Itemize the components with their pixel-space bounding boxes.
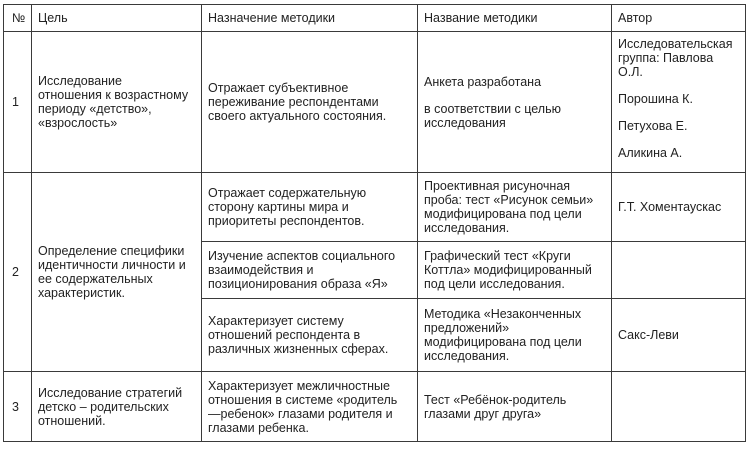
author-petukhova: Петухова Е.: [618, 119, 688, 133]
header-row: [4, 5, 746, 32]
row-2b-author: [612, 242, 746, 299]
row-2-num: 2: [4, 173, 32, 372]
row-2c-author: Сакс-Леви: [612, 299, 746, 372]
row-2-goal: Определение специфики идентичности личности и ее содержательных характеристик.: [32, 173, 202, 372]
row-3-author: [612, 372, 746, 442]
row-1-num: 1: [4, 32, 32, 173]
row-2c-method: Методика «Незаконченных предложений» модифицирована под цели исследования.: [418, 299, 612, 372]
methods-table: [3, 4, 746, 442]
row-2a-method: Проективная рисуночная проба: тест «Рисунок семьи» модифицирована под цели исследования.: [418, 173, 612, 242]
table-row-1: [4, 32, 746, 173]
row-3-purpose: Характеризует межличностные отношения в системе «родитель —ребенок» глазами родителя и глазами ребенка.: [202, 372, 418, 442]
header-num: №: [4, 5, 32, 32]
row-1-method: [418, 32, 612, 173]
table-row-3: [4, 372, 746, 442]
row-2b-method: Графический тест «Круги Коттла» модифицированный под цели исследования.: [418, 242, 612, 299]
row-1-method-line1: Анкета разработана: [424, 74, 542, 89]
header-author: Автор: [612, 5, 746, 32]
header-goal: Цель: [32, 5, 202, 32]
row-2a-purpose: Отражает содержательную сторону картины мира и приоритеты респондентов.: [202, 173, 418, 242]
row-2b-purpose: Изучение аспектов социального взаимодействия и позиционирования образа «Я»: [202, 242, 418, 299]
row-1-method-line2: в соответствии с целью исследования: [424, 101, 561, 130]
row-2c-purpose: Характеризует систему отношений респондента в различных жизненных сферах.: [202, 299, 418, 372]
row-1-purpose: Отражает субъективное переживание респондентами своего актуального состояния.: [202, 32, 418, 173]
row-3-method: Тест «Ребёнок-родитель глазами друг друга»: [418, 372, 612, 442]
row-1-goal: Исследование отношения к возрастному периоду «детство», «взрослость»: [32, 32, 202, 173]
author-group: Исследовательская группа: Павлова О.Л.: [618, 37, 733, 79]
author-poroshina: Порошина К.: [618, 92, 693, 106]
row-3-goal: Исследование стратегий детско – родительских отношений.: [32, 372, 202, 442]
table-row-2a: [4, 173, 746, 242]
header-method: Название методики: [418, 5, 612, 32]
author-alikina: Аликина А.: [618, 146, 683, 160]
row-1-author: [612, 32, 746, 173]
header-purpose: Назначение методики: [202, 5, 418, 32]
row-3-num: 3: [4, 372, 32, 442]
row-2a-author: Г.Т. Хоментаускас: [612, 173, 746, 242]
